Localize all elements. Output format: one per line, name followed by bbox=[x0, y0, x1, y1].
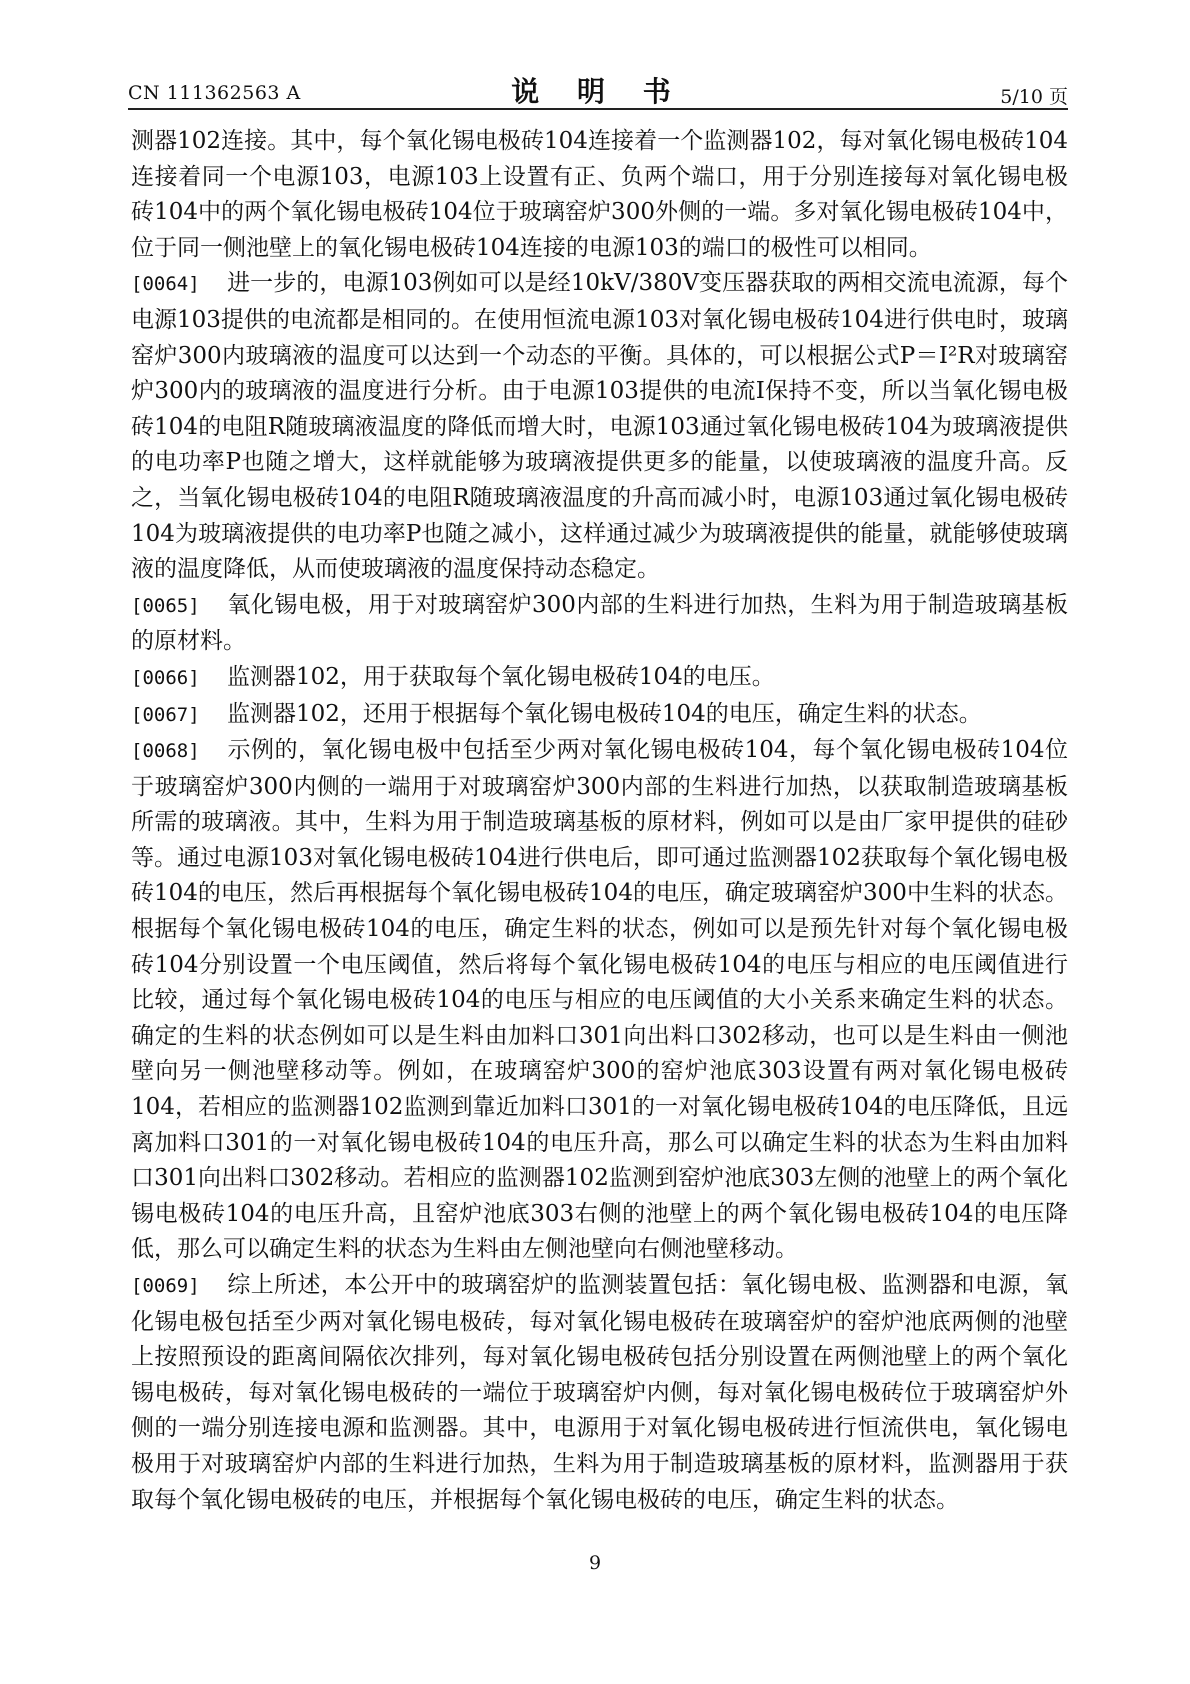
paragraph-number: [0069] bbox=[131, 1275, 200, 1297]
paragraph-number: [0068] bbox=[131, 740, 200, 763]
document-body bbox=[131, 124, 1068, 1518]
paragraph-number: [0066] bbox=[131, 666, 200, 689]
paragraph-text: 氧化锡电极，用于对玻璃窑炉300内部的生料进行加热，生料为用于制造玻璃基板的原材料。 bbox=[131, 591, 1068, 655]
paragraph-text: 进一步的，电源103例如可以是经10kV/380V变压器获取的两相交流电流源，每个电源103提供的电流都是相同的。在使用恒流电源103对氧化锡电极砖104进行供电时，玻璃窑炉300内玻璃液的温度可以达到一个动态的平衡。具体的，可以根据公式P＝I²R对玻璃窑炉300内的玻璃液的温度进行分析。由于电源103提供的电流I保持不变，所以当氧化锡电极砖104的电阻R随玻璃液温度的降低而增大时，电源103通过氧化锡电极砖104为玻璃液提供的电功率P也随之增大，这样就能够为玻璃液提供更多的能量，以使玻璃液的温度升高。反之，当氧化锡电极砖104的电阻R随玻璃液温度的升高而减小时，电源103通过氧化锡电极砖104为玻璃液提供的电功率P也随之减小，这样通过减少为玻璃液提供的能量，就能够使玻璃液的温度降低，从而使玻璃液的温度保持动态稳定。 bbox=[131, 270, 1068, 583]
paragraph-0065 bbox=[131, 588, 1068, 660]
page-counter: 5/10 页 bbox=[1000, 86, 1068, 108]
document-number: CN 111362563 A bbox=[128, 82, 301, 104]
paragraph-0069 bbox=[131, 1268, 1068, 1518]
paragraph-text: 测器102连接。其中，每个氧化锡电极砖104连接着一个监测器102，每对氧化锡电极砖104连接着同一个电源103，电源103上设置有正、负两个端口，用于分别连接每对氧化锡电极砖104中的两个氧化锡电极砖104位于玻璃窑炉300外侧的一端。多对氧化锡电极砖104中，位于同一侧池壁上的氧化锡电极砖104连接的电源103的端口的极性可以相同。 bbox=[131, 128, 1068, 261]
paragraph-continued bbox=[131, 124, 1068, 266]
paragraph-0066 bbox=[131, 660, 1068, 697]
paragraph-number: [0067] bbox=[131, 703, 200, 726]
document-title: 说 明 书 bbox=[511, 75, 685, 108]
header-rule bbox=[128, 108, 1068, 110]
page-number: 9 bbox=[588, 1552, 602, 1574]
paragraph-0064 bbox=[131, 266, 1068, 587]
paragraph-number: [0065] bbox=[131, 594, 200, 617]
paragraph-0067 bbox=[131, 697, 1068, 734]
paragraph-text: 监测器102，还用于根据每个氧化锡电极砖104的电压，确定生料的状态。 bbox=[227, 700, 982, 727]
page-header bbox=[128, 68, 1068, 108]
paragraph-text: 监测器102，用于获取每个氧化锡电极砖104的电压。 bbox=[227, 663, 775, 690]
paragraph-text: 示例的，氧化锡电极中包括至少两对氧化锡电极砖104，每个氧化锡电极砖104位于玻璃窑炉300内侧的一端用于对玻璃窑炉300内部的生料进行加热，以获取制造玻璃基板所需的玻璃液。其中，生料为用于制造玻璃基板的原材料，例如可以是由厂家甲提供的硅砂等。通过电源103对氧化锡电极砖104进行供电后，即可通过监测器102获取每个氧化锡电极砖104的电压，然后再根据每个氧化锡电极砖104的电压，确定玻璃窑炉300中生料的状态。根据每个氧化锡电极砖104的电压，确定生料的状态，例如可以是预先针对每个氧化锡电极砖104分别设置一个电压阈值，然后将每个氧化锡电极砖104的电压与相应的电压阈值进行比较，通过每个氧化锡电极砖104的电压与相应的电压阈值的大小关系来确定生料的状态。确定的生料的状态例如可以是生料由加料口301向出料口302移动，也可以是生料由一侧池壁向另一侧池壁移动等。例如，在玻璃窑炉300的窑炉池底303设置有两对氧化锡电极砖104，若相应的监测器102监测到靠近加料口301的一对氧化锡电极砖104的电压降低，且远离加料口301的一对氧化锡电极砖104的电压升高，那么可以确定生料的状态为生料由加料口301向出料口302移动。若相应的监测器102监测到窑炉池底303左侧的池壁上的两个氧化锡电极砖104的电压升高，且窑炉池底303右侧的池壁上的两个氧化锡电极砖104的电压降低，那么可以确定生料的状态为生料由左侧池壁向右侧池壁移动。 bbox=[131, 737, 1068, 1263]
paragraph-0068 bbox=[131, 733, 1068, 1268]
paragraph-text: 综上所述，本公开中的玻璃窑炉的监测装置包括：氧化锡电极、监测器和电源，氧化锡电极包括至少两对氧化锡电极砖，每对氧化锡电极砖在玻璃窑炉的窑炉池底两侧的池壁上按照预设的距离间隔依次排列，每对氧化锡电极砖包括分别设置在两侧池壁上的两个氧化锡电极砖，每对氧化锡电极砖的一端位于玻璃窑炉内侧，每对氧化锡电极砖位于玻璃窑炉外侧的一端分别连接电源和监测器。其中，电源用于对氧化锡电极砖进行恒流供电，氧化锡电极用于对玻璃窑炉内部的生料进行加热，生料为用于制造玻璃基板的原材料，监测器用于获取每个氧化锡电极砖的电压，并根据每个氧化锡电极砖的电压，确定生料的状态。 bbox=[131, 1272, 1068, 1513]
paragraph-number: [0064] bbox=[131, 273, 200, 296]
